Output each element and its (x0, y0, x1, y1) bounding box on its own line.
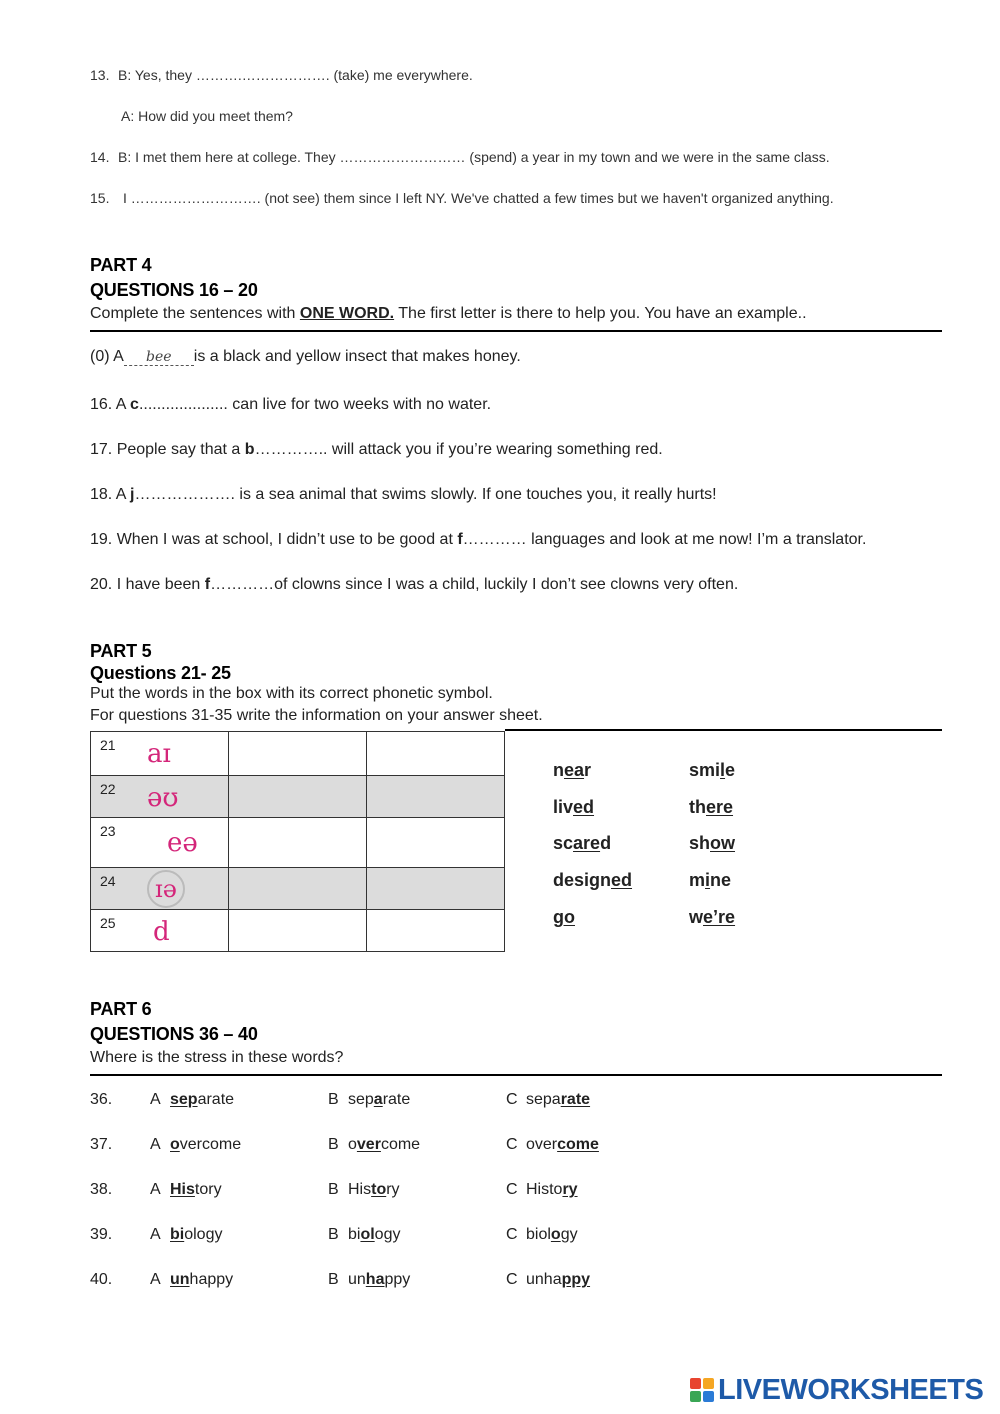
question-13: 13. B: Yes, they ……….………………. (take) me everywhere. (90, 67, 473, 83)
option-a[interactable]: A separate (150, 1091, 235, 1108)
phonetic-symbol: d (153, 917, 170, 947)
word-lived[interactable]: lived (553, 797, 595, 817)
option-b[interactable]: B History (328, 1181, 400, 1198)
phonetic-symbol: ɪə (147, 870, 185, 908)
option-b[interactable]: B unhappy (328, 1271, 411, 1288)
word-smile[interactable]: smile (689, 760, 736, 780)
option-a[interactable]: A overcome (150, 1136, 242, 1153)
phonetic-symbol: eə (167, 828, 198, 858)
phonetic-table (90, 731, 505, 952)
answer-cell[interactable] (229, 868, 367, 910)
logo-mark-icon (690, 1378, 716, 1404)
phonetic-symbol: əʊ (147, 783, 179, 813)
word-near[interactable]: near (553, 760, 592, 780)
part4-subtitle: QUESTIONS 16 – 20 (90, 280, 258, 300)
word-there[interactable]: there (689, 797, 734, 817)
question-15: 15. I ………………………. (not see) them since I left NY. We've chatted a few times but we haven't organized anything. (90, 190, 834, 206)
word-scared[interactable]: scared (553, 833, 612, 853)
word-were[interactable]: we’re (689, 907, 736, 927)
answer-cell[interactable] (229, 776, 367, 818)
word-mine[interactable]: mine (689, 870, 732, 890)
word-show[interactable]: show (689, 833, 736, 853)
option-c[interactable]: C biology (506, 1226, 578, 1243)
logo-text: LIVEWORKSHEETS (718, 1374, 984, 1406)
question-20[interactable]: 20. I have been f…………of clowns since I was a child, luckily I don’t see clowns very often. (90, 576, 739, 593)
part4-instruction: Complete the sentences with ONE WORD. The first letter is there to help you. You have an example.. (90, 305, 807, 322)
option-b[interactable]: B biology (328, 1226, 401, 1243)
option-a[interactable]: A History (150, 1181, 222, 1198)
word-go[interactable]: go (553, 907, 575, 927)
option-c[interactable]: C History (506, 1181, 578, 1198)
option-b[interactable]: B separate (328, 1091, 411, 1108)
question-17[interactable]: 17. People say that a b………….. will attack you if you’re wearing something red. (90, 441, 663, 458)
question-13-reply: A: How did you meet them? (121, 108, 293, 124)
option-c[interactable]: C unhappy (506, 1271, 591, 1288)
question-19[interactable]: 19. When I was at school, I didn’t use to be good at f………… languages and look at me now! I’m a translator. (90, 531, 867, 548)
answer-cell[interactable] (229, 732, 367, 776)
question-18[interactable]: 18. A j………………. is a sea animal that swims slowly. If one touches you, it really hurts! (90, 486, 717, 503)
option-a[interactable]: A unhappy (150, 1271, 234, 1288)
option-c[interactable]: C separate (506, 1091, 591, 1108)
table-row: 21 aɪ (91, 732, 505, 776)
answer-cell[interactable] (229, 818, 367, 868)
question-16[interactable]: 16. A c.................... can live for two weeks with no water. (90, 396, 492, 413)
table-row: 24 ɪə (91, 868, 505, 910)
table-row: 23 eə (91, 818, 505, 868)
answer-cell[interactable] (367, 732, 505, 776)
option-c[interactable]: C overcome (506, 1136, 599, 1153)
part6-divider (90, 1074, 942, 1076)
part6-title: PART 6 (90, 999, 152, 1019)
answer-cell[interactable] (367, 776, 505, 818)
option-a[interactable]: A biology (150, 1226, 223, 1243)
part4-divider (90, 330, 942, 332)
part5-instruction-1: Put the words in the box with its correct phonetic symbol. (90, 685, 493, 702)
answer-cell[interactable] (229, 910, 367, 952)
part5-title: PART 5 (90, 641, 152, 661)
answer-cell[interactable] (367, 910, 505, 952)
word-designed[interactable]: designed (553, 870, 633, 890)
part6-subtitle: QUESTIONS 36 – 40 (90, 1024, 258, 1044)
part4-title: PART 4 (90, 255, 152, 275)
part5-subtitle: Questions 21- 25 (90, 663, 231, 683)
part4-example: (0) A bee is a black and yellow insect that makes honey. (90, 348, 521, 365)
part6-instruction: Where is the stress in these words? (90, 1049, 344, 1066)
answer-cell[interactable] (367, 818, 505, 868)
answer-cell[interactable] (367, 868, 505, 910)
table-row: 22 əʊ (91, 776, 505, 818)
question-14: 14. B: I met them here at college. They ……………………… (spend) a year in my town and we were in the same class. (90, 149, 830, 165)
example-answer: bee (124, 349, 194, 366)
option-b[interactable]: B overcome (328, 1136, 421, 1153)
part5-instruction-2: For questions 31-35 write the information on your answer sheet. (90, 707, 543, 724)
part5-divider (505, 729, 942, 731)
phonetic-symbol: aɪ (147, 739, 171, 769)
table-row: 25 d (91, 910, 505, 952)
